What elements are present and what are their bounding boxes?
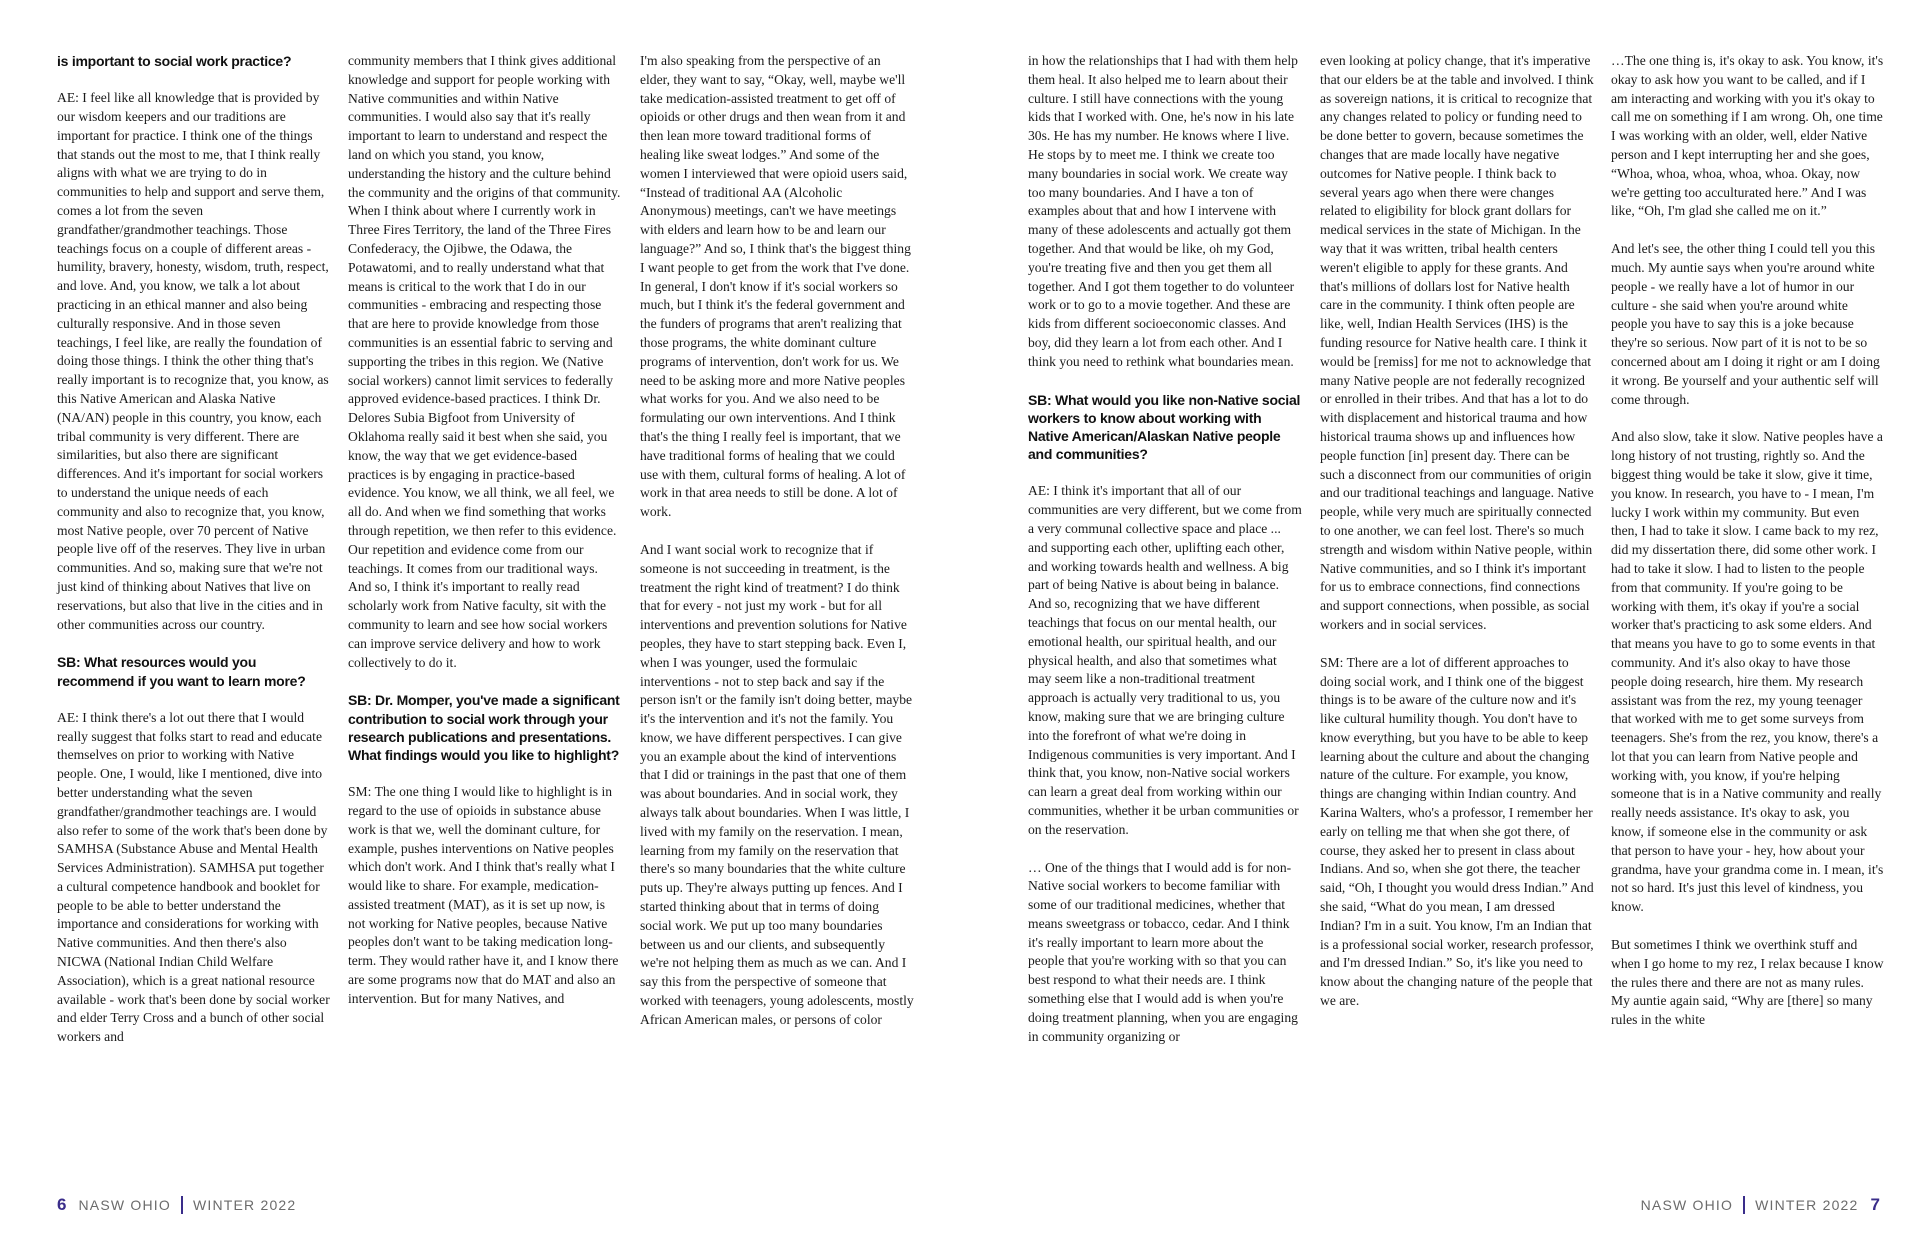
- issue-label: WINTER 2022: [192, 1197, 297, 1213]
- body-paragraph: … One of the things that I would add is for non-Native social workers to become familiar with some of our traditional medicines, whether that means sweetgrass or tobacco, cedar. And I think it's really important to learn more about the people that you're working with so that you can best respond to what their needs are. I think something else that I would add is when you're doing treatment planning, when you are engaging in community organizing or: [1028, 859, 1298, 1044]
- page-footer-left: [57, 1195, 296, 1215]
- page-footer-right: [1641, 1195, 1880, 1215]
- body-paragraph: AE: I think there's a lot out there that I would really suggest that folks start to read and educate themselves on prior to working with Native people. One, I would, like I mentioned, dive into better understanding what the seven grandfather/grandmother teachings are. I would also refer to some of the work that's been done by SAMHSA (Substance Abuse and Mental Health Services Administration). SAMHSA put together a cultural competence handbook and booklet for people to be able to better understand the importance and considerations for working with Native communities. And then there's also NICWA (National Indian Child Welfare Association), which is a great national resource available - work that's been done by social worker and elder Terry Cross and a bunch of other social workers and: [57, 709, 330, 1045]
- section-heading: SB: What resources would you recommend if you want to learn more?: [57, 654, 306, 689]
- body-paragraph: even looking at policy change, that it's imperative that our elders be at the table and involved. I think as sovereign nations, it is critical to recognize that any changes related to policy or funding need to be done better to govern, because sometimes the changes that are made locally have negative outcomes for Native people. I think back to several years ago when there were changes related to eligibility for block grant dollars for medical services in the state of Michigan. In the way that it was written, tribal health centers weren't eligible to apply for these grants. And that's millions of dollars lost for Native health care in the community. I think often people are like, well, Indian Health Services (IHS) is the funding resource for Native health care. I think it would be [remiss] for me not to acknowledge that many Native people are not federally recognized or enrolled in their tribes. And that has a lot to do with displacement and historical trauma and how historical trauma shows up and influences how people function [in] present day. There can be such a disconnect from our communities of origin and our traditional teachings and language. Native people, while very much are spiritually connected to one another, we can feel lost. There's so much strength and wisdom within Native people, within Native communities, and so I think it's important for us to embrace connections, find connections and support connections, when possible, as social workers and in social services.: [1320, 53, 1594, 632]
- section-heading: is important to social work practice?: [57, 53, 292, 69]
- body-paragraph: AE: I feel like all knowledge that is provided by our wisdom keepers and our traditions are important for practice. I think one of the things that stands out the most to me, that I think really aligns with what we are trying to do in communities to help and support and serve them, comes a lot from the seven grandfather/grandmother teachings. Those teachings focus on a couple of different areas - humility, bravery, honesty, wisdom, truth, respect, and love. And, you know, we talk a lot about practicing in an ethical manner and also being culturally responsive. And in those seven teachings, I feel like, are really the foundation of doing those things. I think the other thing that's really important is to recognize that, you know, as this Native American and Alaska Native (NA/AN) people in this country, you know, each tribal community is very different. There are similarities, but also there are significant differences. And it's important for social workers to understand the unique needs of each community and also to recognize that, you know, most Native people, over 70 percent of Native people live off of the reserves. They live in urban communities. And so, making sure that we're not just kind of thinking about Natives that live on reservations, but also that live in the cities and in other communities across our country.: [57, 90, 329, 632]
- body-paragraph: SM: There are a lot of different approaches to doing social work, and I think one of the biggest things is to be aware of the culture now and it's like cultural humility though. You don't have to know everything, but you have to be able to keep learning about the culture and about the changing nature of the culture. For example, you know, things are changing within Indian country. And Karina Walters, who's a professor, I remember her early on telling me that when she got there, of course, they asked her to present in class about Indians. And so, when she got there, the teacher said, “Oh, I thought you would dress Indian.” And she said, “What do you mean, I am dressed Indian? I'm in a suit. You know, I'm an Indian that is a professional social worker, research professor, and I'm dressed Indian.” So, it's like you need to know about the changing nature of the people that we are.: [1320, 654, 1594, 1009]
- left-column-2: [348, 52, 622, 1028]
- body-paragraph: in how the relationships that I had with them help them heal. It also helped me to learn about their culture. I still have connections with the young kids that I worked with. One, he's now in his late 30s. He has my number. He knows where I live. He stops by to meet me. I think we create too many boundaries in social work. We create way too many boundaries. And I have a ton of examples about that and how I intervene with many of these adolescents and actually got them together. And that would be like, oh my God, you're treating five and then you get them all together. And I got them together to do volunteer work or to go to a movie together. And these are kids from different socioeconomic classes. And boy, did they learn a lot from each other. And I think you need to rethink what boundaries mean.: [1028, 53, 1298, 369]
- left-column-3: [640, 52, 914, 1049]
- body-paragraph: community members that I think gives additional knowledge and support for people working with Native communities and within Native communities. I would also say that it's really important to learn to understand and respect the land on which you stand, you know, understanding the history and the culture behind the community and the origins of that community. When I think about where I currently work in Three Fires Territory, the land of the Three Fires Confederacy, the Ojibwe, the Odawa, the Potawatomi, and to really understand what that means is critical to the work that I do in our communities - embracing and respecting those that are here to provide knowledge from those communities is an essential fabric to serving and supporting the tribes in this region. We (Native social workers) cannot limit services to federally approved evidence-based practices. I think Dr. Delores Subia Bigfoot from University of Oklahoma really said it best when she said, you know, the way that we get evidence-based practices is by engaging in practice-based evidence. You know, we all think, we all feel, we all do. And when we find something that works through repetition, we then refer to this evidence. Our repetition and evidence come from our teachings. It comes from our traditional ways. And so, I think it's important to really read scholarly work from Native faculty, sit with the community to learn and see how social workers can improve service delivery and how to work collectively to do it.: [348, 53, 621, 670]
- right-column-1: [1028, 52, 1302, 1065]
- page-right: [960, 0, 1920, 1243]
- body-paragraph: And I want social work to recognize that if someone is not succeeding in treatment, is the treatment the right kind of treatment? I do think that for every - not just my work - but for all interventions and prevention solutions for Native peoples, they have to start stepping back. Even I, when I was younger, used the formulaic interventions - not to step back and say if the person isn't or the family isn't doing better, maybe it's the intervention and it's not the family. You know, we have different perspectives. I can give you an example about the kind of interventions that I did or trainings in the past that one of them was about boundaries. And in social work, they always talk about boundaries. When I was little, I lived with my family on the reservation. I mean, learning from my family on the reservation that there's so many boundaries that the white culture puts up. They're always putting up fences. And I started thinking about that in terms of doing social work. We put up too many boundaries between us and our clients, and subsequently we're not helping them as much as we can. And I say this from the perspective of someone that worked with teenagers, young adolescents, mostly African American males, or persons of color: [640, 541, 914, 1027]
- footer-divider: [181, 1196, 183, 1214]
- body-paragraph: AE: I think it's important that all of our communities are very different, but we come from a very communal collective space and place ... and supporting each other, uplifting each other, and working towards health and wellness. A big part of being Native is about being in balance. And so, recognizing that we have different teachings that focus on our mental health, our emotional health, our spiritual health, and our physical health, and also that sometimes what may seem like a non-traditional treatment approach is actually very traditional to us, you know, making sure that we are bringing culture into the forefront of what we're doing in Indigenous communities is very important. And I think that, you know, non-Native social workers can learn a great deal from working within our communities, whether it be urban communities or on the reservation.: [1028, 483, 1302, 837]
- left-column-1: [57, 52, 331, 1066]
- body-paragraph: But sometimes I think we overthink stuff and when I go home to my rez, I relax because I know the rules there and there are not as many rules. My auntie again said, “Why are [there] so many rules in the white: [1611, 937, 1884, 1028]
- body-paragraph: …The one thing is, it's okay to ask. You know, it's okay to ask how you want to be called, and if I am interacting and working with you it's okay to call me on something if I am wrong. Oh, one time I was working with an older, well, elder Native person and I kept interrupting her and she goes, “Whoa, whoa, whoa, whoa, whoa. Okay, now we're getting too acculturated here.” And I was like, “Oh, I'm glad she called me on it.”: [1611, 53, 1884, 219]
- publication-name: NASW OHIO: [78, 1197, 171, 1213]
- body-paragraph: And also slow, take it slow. Native peoples have a long history of not trusting, rightly so. And the biggest thing would be take it slow, give it time, you know. In research, you have to - I mean, I'm lucky I work within my community. But even then, I had to take it slow. I came back to my rez, did my dissertation there, did some other work. I had to take it slow. I had to listen to the people from that community. If you're going to be working with them, it's okay if you're a social worker that's practicing to ask some elders. And that means you have to go to some events in that community. And it's also okay to have those people doing research, hire them. My research assistant was from the rez, my young teenager that worked with me to get some surveys from teenagers. She's from the rez, you know, there's a lot that you can learn from Native people and working with, you know, if you're helping someone that is in a Native community and really really needs assistance. It's okay to ask, you know, if someone else in the community or ask that person to have your - hey, how about your grandma, have your grandma come in. I mean, it's not so hard. It's just this level of kindness, you know.: [1611, 429, 1884, 915]
- page-number: 6: [57, 1195, 67, 1214]
- right-column-2: [1320, 52, 1594, 1030]
- body-paragraph: And let's see, the other thing I could tell you this much. My auntie says when you're around white people - we really have a lot of humor in our culture - she said when you're around white people you have to say this is a joke because they're so serious. Now part of it is not to be so concerned about am I doing it right or am I doing it wrong. Be yourself and your authentic self will come through.: [1611, 241, 1880, 407]
- page-number: 7: [1870, 1195, 1880, 1214]
- issue-label: WINTER 2022: [1755, 1197, 1859, 1213]
- footer-divider: [1743, 1196, 1745, 1214]
- body-paragraph: SM: The one thing I would like to highlight is in regard to the use of opioids in substance abuse work is that we, well the dominant culture, for example, pushes interventions on Native peoples which don't work. And I think that's really what I would like to share. For example, medication-assisted treatment (MAT), as it is set up now, is not working for Native peoples, because Native peoples don't want to be taking medication long-term. They would rather have it, and I know there are some programs now that do MAT and also an intervention. But for many Natives, and: [348, 784, 619, 1006]
- publication-name: NASW OHIO: [1640, 1197, 1734, 1213]
- section-heading: SB: Dr. Momper, you've made a significant contribution to social work through your research publications and presentations. What findings would you like to highlight?: [348, 692, 620, 763]
- section-heading: SB: What would you like non-Native social workers to know about working with Native American/Alaskan Native people and communities?: [1028, 391, 1301, 463]
- right-column-3: [1611, 52, 1885, 1049]
- body-paragraph: I'm also speaking from the perspective of an elder, they want to say, “Okay, well, maybe we'll take medication-assisted treatment to get off of opioids or other drugs and then wean from it and then lean more toward traditional forms of healing like sweat lodges.” And some of the women I interviewed that were opioid users said, “Instead of traditional AA (Alcoholic Anonymous) meetings, can't we have meetings with elders and learn how to be and learn our language?” And so, I think that's the biggest thing I want people to get from the work that I've done. In general, I don't know if it's social workers so much, but I think it's the federal government and the funders of programs that aren't realizing that those programs, the white dominant culture programs of intervention, don't work for us. We need to be asking more and more Native peoples what works for you. And we also need to be formulating our own interventions. And I think that's the thing I really feel is important, that we have traditional forms of healing that we could use with them, cultural forms of healing. A lot of work in that area needs to still be done. A lot of work.: [640, 53, 911, 520]
